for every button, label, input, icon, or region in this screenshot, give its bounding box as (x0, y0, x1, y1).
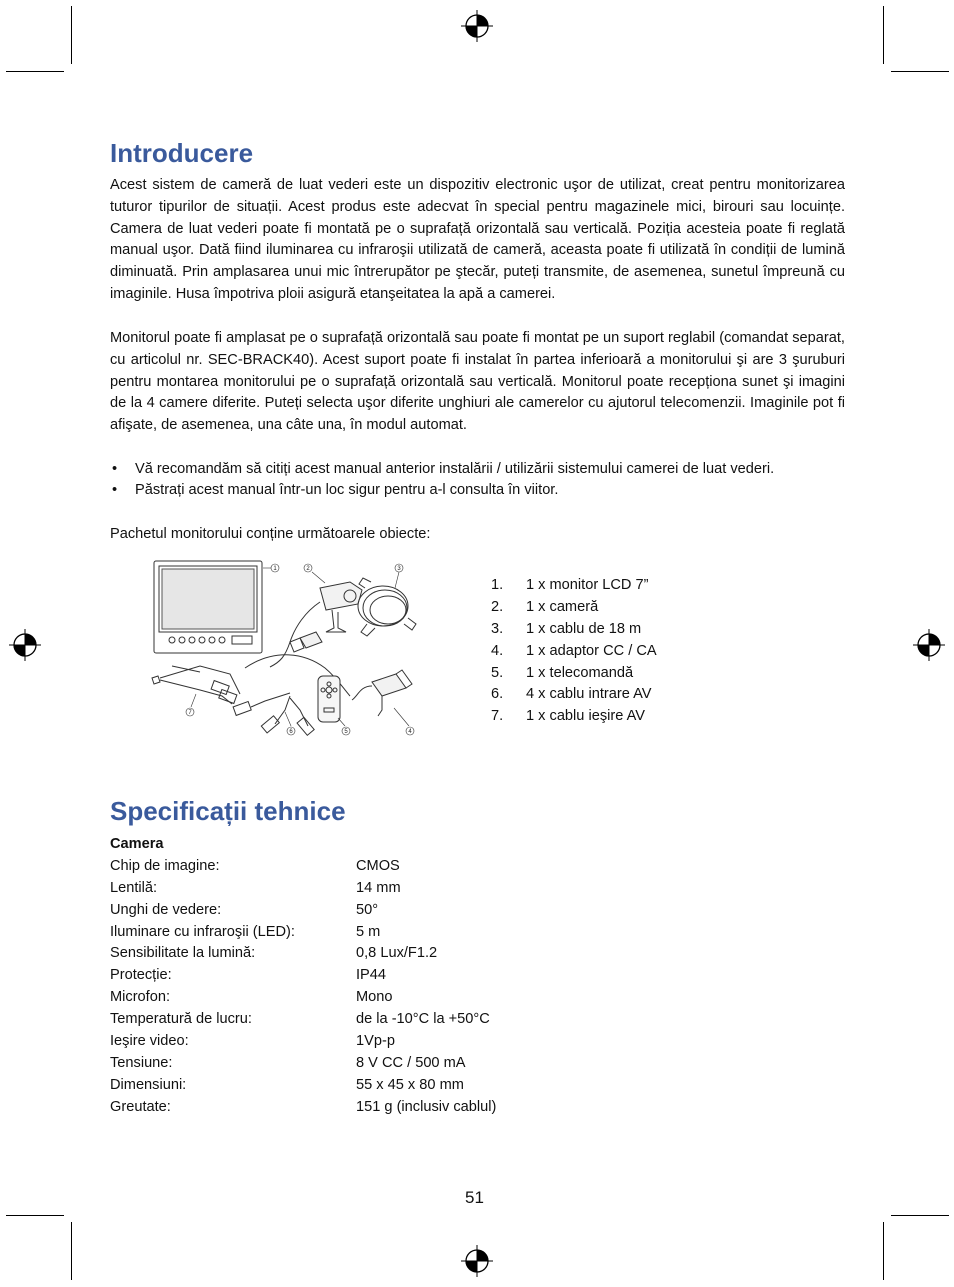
package-intro: Pachetul monitorului conține următoarele obiecte: (110, 526, 431, 542)
spec-label: Dimensiuni: (110, 1076, 187, 1093)
monitor-icon (154, 561, 262, 653)
camera-icon (270, 582, 362, 667)
spec-row (110, 900, 379, 922)
spec-row (110, 856, 400, 878)
callout-3 (395, 564, 403, 588)
spec-label: Greutate: (110, 1098, 171, 1115)
list-number: 1. (491, 577, 504, 593)
list-text: 1 x cablu de 18 m (526, 620, 642, 637)
list-text: 1 x cablu ieşire AV (526, 708, 645, 725)
spec-value: 14 mm (356, 879, 401, 896)
callout-label: 4 (408, 729, 412, 735)
spec-value: CMOS (356, 857, 400, 874)
crop-mark (883, 1222, 884, 1280)
list-text: 4 x cablu intrare AV (526, 686, 652, 703)
spec-row (110, 922, 381, 944)
spec-value: 151 g (inclusiv cablul) (356, 1098, 497, 1115)
list-number: 4. (491, 642, 504, 659)
list-text: 1 x telecomandă (526, 664, 634, 681)
spec-row (110, 1097, 497, 1119)
registration-mark-icon (460, 9, 494, 43)
callout-label: 7 (188, 710, 192, 716)
spec-row (110, 1075, 464, 1097)
list-text: 1 x adaptor CC / CA (526, 642, 657, 659)
intro-paragraph: Monitorul poate fi amplasat pe o suprafață orizontală sau poate fi montat pe un suport reglabil (comandat separat, cu articolul nr. SEC-BRACK40). Acest suport poate fi instalat în partea inferioară a monitorului şi are 3 şuruburi pentru montarea monitorului pe o suprafață orizontală sau verticală. Monitorul poate recepționa sunet şi imagini de la 4 camere diferite. Puteți selecta uşor diferite unghiuri ale camerelor cu ajutorul telecomenzii. Imaginile pot fi afişate, de asemenea, una câte una, în modul automat. (110, 330, 845, 434)
cable-coil-icon (358, 578, 416, 636)
callout-label: 6 (289, 729, 293, 735)
crop-mark (6, 71, 64, 72)
list-number: 6. (491, 686, 504, 703)
spec-row (110, 943, 438, 965)
spec-value: de la -10°C la +50°C (356, 1011, 490, 1028)
crop-mark (891, 1215, 949, 1216)
spec-value: 5 m (356, 923, 381, 940)
callout-5 (338, 718, 350, 735)
list-text: 1 x monitor LCD 7” (526, 577, 649, 593)
spec-label: Microfon: (110, 989, 171, 1006)
spec-value: IP44 (356, 967, 387, 984)
crop-mark (71, 6, 72, 64)
specs-section-title: Camera (110, 836, 164, 852)
spec-value: 55 x 45 x 80 mm (356, 1076, 464, 1093)
bullet-dot: • (112, 461, 118, 477)
crop-mark (71, 1222, 72, 1280)
spec-label: Chip de imagine: (110, 857, 220, 874)
spec-label: Temperatură de lucru: (110, 1011, 252, 1028)
callout-2 (304, 564, 325, 583)
spec-row (110, 987, 393, 1009)
registration-mark-icon (912, 628, 946, 662)
av-output-cable-icon (152, 666, 240, 704)
spec-value: 1Vp-p (356, 1033, 395, 1050)
crop-mark (6, 1215, 64, 1216)
intro-paragraph: Acest sistem de cameră de luat vederi este un dispozitiv electronic uşor de utilizat, creat pentru monitorizarea tuturor tipurilor de situații. Acest produs este adecvat în special pentru magazinele mici, birouri sau locuințe. Camera de luat vederi poate fi montată pe o suprafață orizontală sau verticală. Poziția acesteia poate fi reglată manual uşor. Dată fiind iluminarea cu infraroşii utilizată de cameră, aceasta poate fi utilizată în condiții de lumină diminuată. Prin amplasarea unui mic întrerupător pe ştecăr, puteți transmite, de asemenea, sunetul împreună cu imaginile. Husa împotriva ploii asigură etanşeitatea la apă a camerei. (110, 177, 845, 302)
callout-label: 1 (273, 566, 277, 572)
power-adapter-icon (352, 670, 412, 716)
callout-label: 5 (344, 729, 348, 735)
list-number: 7. (491, 708, 504, 725)
spec-label: Ieşire video: (110, 1033, 189, 1050)
package-contents-illustration (150, 558, 420, 740)
spec-row (110, 878, 401, 900)
bullet-dot: • (112, 482, 118, 498)
spec-row (110, 1009, 490, 1031)
callout-label: 2 (306, 566, 310, 572)
remote-control-icon (318, 676, 340, 722)
spec-value: 8 V CC / 500 mA (356, 1054, 466, 1071)
spec-value: 0,8 Lux/F1.2 (356, 945, 438, 962)
callout-1 (263, 564, 279, 572)
spec-label: Tensiune: (110, 1054, 173, 1071)
registration-mark-icon (460, 1244, 494, 1278)
list-number: 3. (491, 620, 504, 637)
spec-label: Sensibilitate la lumină: (110, 945, 256, 962)
spec-value: 50° (356, 901, 379, 918)
bullet-text: Vă recomandăm să citiți acest manual anterior instalării / utilizării sistemului camerei de luat vederi. (135, 461, 775, 477)
callout-4 (394, 708, 414, 735)
spec-row (110, 1031, 395, 1053)
intro-title: Introducere (110, 138, 254, 168)
spec-value: Mono (356, 989, 393, 1006)
callout-label: 3 (397, 566, 401, 572)
spec-label: Protecție: (110, 967, 172, 984)
list-number: 5. (491, 664, 504, 681)
list-text: 1 x cameră (526, 598, 599, 615)
page-number: 51 (465, 1188, 484, 1207)
bullet-text: Păstrați acest manual într-un loc sigur pentru a-l consulta în viitor. (135, 482, 559, 498)
spec-label: Lentilă: (110, 879, 158, 896)
spec-row (110, 965, 387, 987)
list-number: 2. (491, 598, 504, 615)
spec-label: Unghi de vedere: (110, 901, 222, 918)
crop-mark (883, 6, 884, 64)
crop-mark (891, 71, 949, 72)
spec-label: Iluminare cu infraroşii (LED): (110, 923, 295, 940)
callout-7 (186, 694, 196, 716)
specs-title: Specificații tehnice (110, 796, 346, 826)
spec-row (110, 1053, 466, 1075)
specs-table (110, 834, 497, 1119)
callout-6 (285, 712, 295, 735)
registration-mark-icon (8, 628, 42, 662)
